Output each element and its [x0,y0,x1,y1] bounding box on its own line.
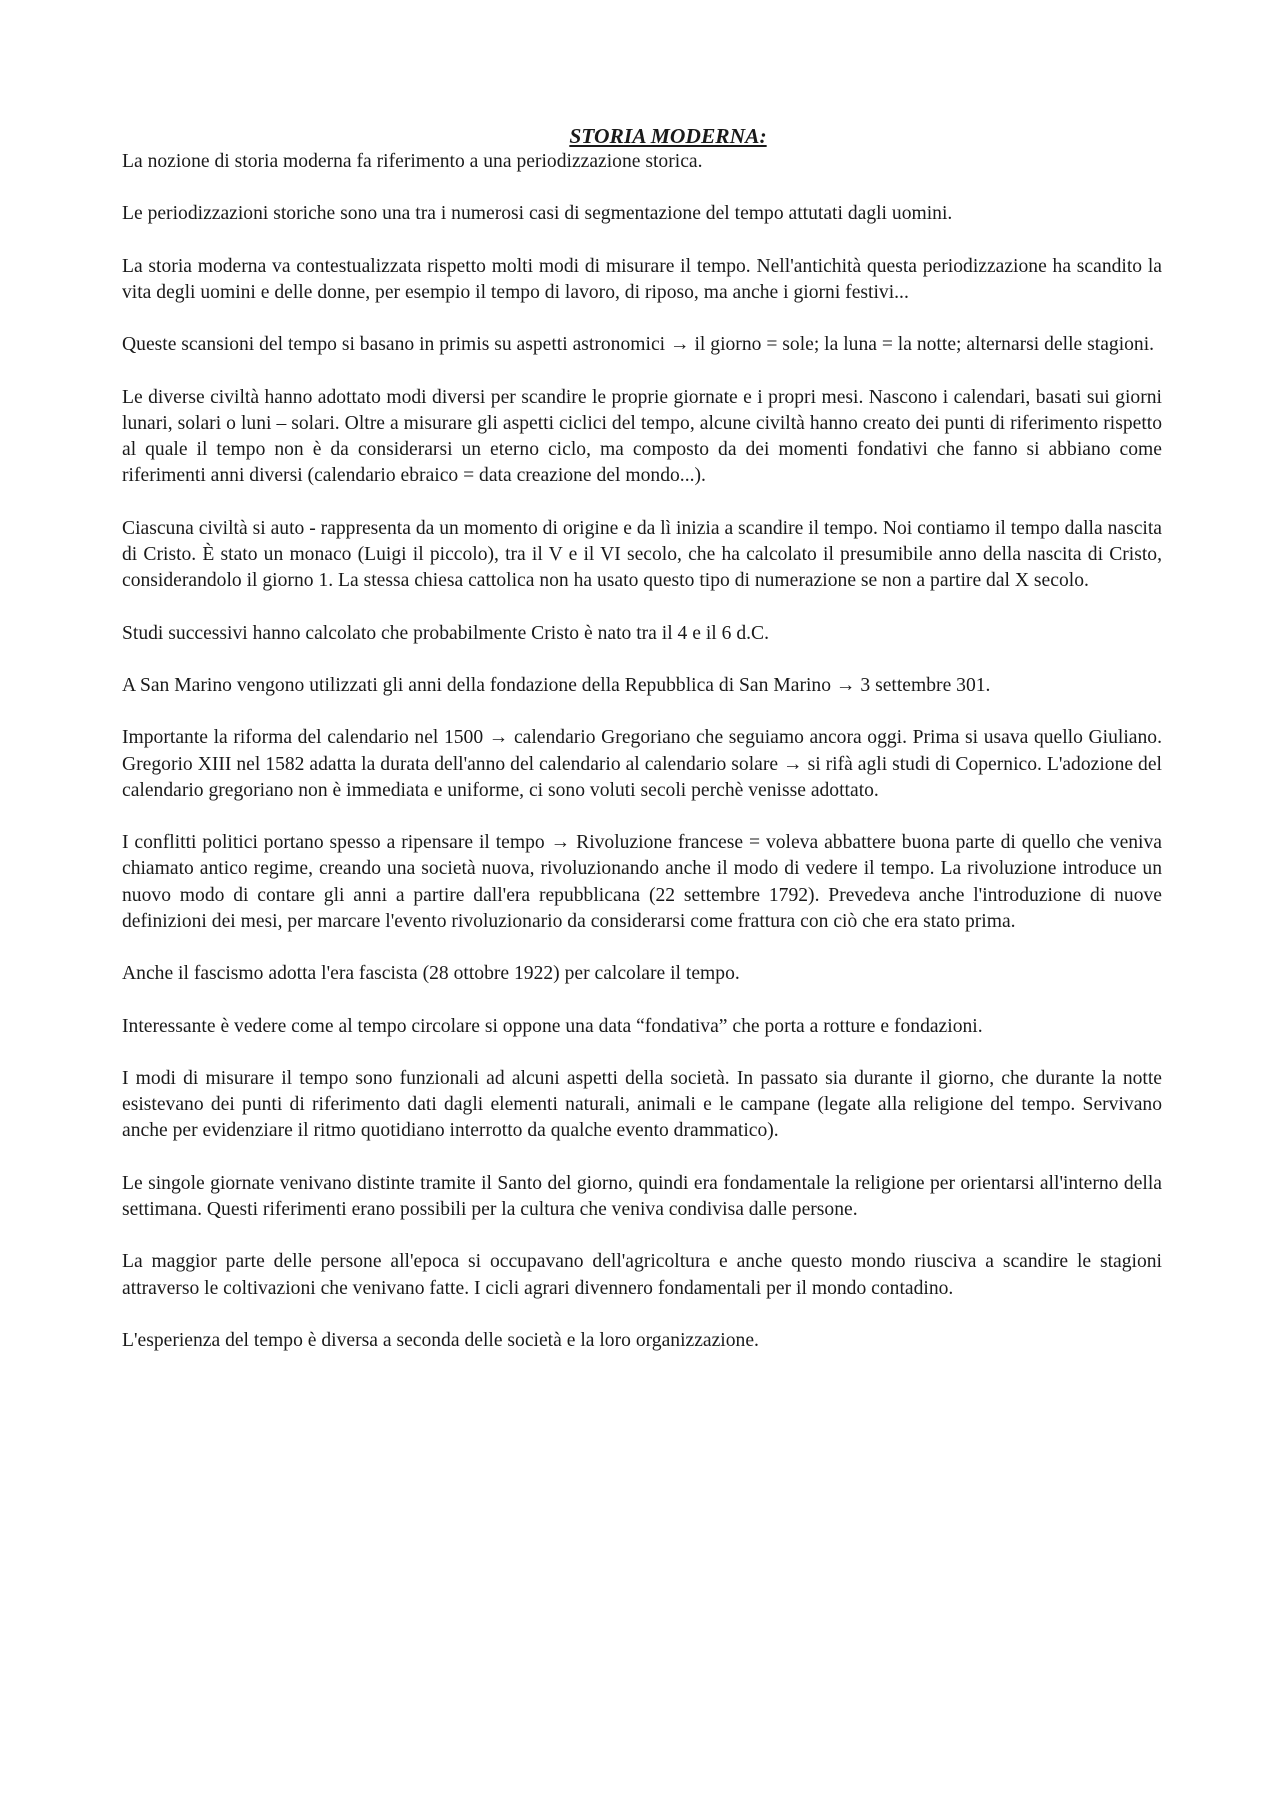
paragraph-9: Importante la riforma del calendario nel 1500 → calendario Gregoriano che seguiamo ancora oggi. Prima si usava quello Giuliano. Gregorio XIII nel 1582 adatta la durata dell'anno del calendario al calendario solare → si rifà agli studi di Copernico. L'adozione del calendario gregoriano non è immediata e uniforme, ci sono voluti secoli perchè venisse adottato. [122,727,1162,801]
document-body [122,123,1162,1380]
paragraph-13: I modi di misurare il tempo sono funzionali ad alcuni aspetti della società. In passato sia durante il giorno, che durante la notte esistevano dei punti di riferimento dati dagli elementi naturali, animali e le campane (legate alla religione del tempo. Servivano anche per evidenziare il ritmo quotidiano interrotto da qualche evento drammatico). [122,1067,1162,1142]
paragraph-14: Le singole giornate venivano distinte tramite il Santo del giorno, quindi era fondamentale la religione per orientarsi all'interno della settimana. Questi riferimenti erano possibili per la cultura che veniva condivisa dalle persone. [122,1172,1162,1220]
paragraph-3: La storia moderna va contestualizzata rispetto molti modi di misurare il tempo. Nell'antichità questa periodizzazione ha scandito la vita degli uomini e delle donne, per esempio il tempo di lavoro, di riposo, ma anche i giorni festivi... [122,255,1162,303]
paragraph-8: A San Marino vengono utilizzati gli anni della fondazione della Repubblica di San Marino → 3 settembre 301. [122,674,991,696]
paragraph-5: Le diverse civiltà hanno adottato modi diversi per scandire le proprie giornate e i propri mesi. Nascono i calendari, basati sui giorni lunari, solari o luni – solari. Oltre a misurare gli aspetti ciclici del tempo, alcune civiltà hanno creato dei punti di riferimento rispetto al quale il tempo non è da considerarsi un eterno ciclo, ma composto da dei momenti fondativi che fanno si abbiano come riferimenti anni diversi (calendario ebraico = data creazione del mondo...). [122,386,1162,487]
paragraph-12: Interessante è vedere come al tempo circolare si oppone una data “fondativa” che porta a rotture e fondazioni. [122,1015,983,1037]
paragraph-16: L'esperienza del tempo è diversa a seconda delle società e la loro organizzazione. [122,1329,759,1351]
paragraph-1: La nozione di storia moderna fa riferimento a una periodizzazione storica. [122,151,703,172]
paragraph-11: Anche il fascismo adotta l'era fascista (28 ottobre 1922) per calcolare il tempo. [122,963,740,985]
paragraph-6: Ciascuna civiltà si auto - rappresenta da un momento di origine e da lì inizia a scandire il tempo. Noi contiamo il tempo dalla nascita di Cristo. È stato un monaco (Luigi il piccolo), tra il V e il VI secolo, che ha calcolato il presumibile anno della nascita di Cristo, considerandolo il giorno 1. La stessa chiesa cattolica non ha usato questo tipo di numerazione se non a partire dal X secolo. [122,517,1162,592]
page-title: STORIA MODERNA: [569,124,767,148]
paragraph-2: Le periodizzazioni storiche sono una tra i numerosi casi di segmentazione del tempo attutati dagli uomini. [122,203,953,225]
paragraph-15: La maggior parte delle persone all'epoca si occupavano dell'agricoltura e anche questo mondo riusciva a scandire le stagioni attraverso le coltivazioni che venivano fatte. I cicli agrari divennero fondamentali per il mondo contadino. [122,1251,1162,1299]
paragraph-7: Studi successivi hanno calcolato che probabilmente Cristo è nato tra il 4 e il 6 d.C. [122,622,769,644]
paragraph-4: Queste scansioni del tempo si basano in primis su aspetti astronomici → il giorno = sole; la luna = la notte; alternarsi delle stagioni. [122,334,1155,356]
paragraph-10: I conflitti politici portano spesso a ripensare il tempo → Rivoluzione francese = voleva abbattere buona parte di quello che veniva chiamato antico regime, creando una società nuova, rivoluzionando anche il modo di vedere il tempo. La rivoluzione introduce un nuovo modo di contare gli anni a partire dall'era repubblicana (22 settembre 1792). Prevedeva anche l'introduzione di nuove definizioni dei mesi, per marcare l'evento rivoluzionario da considerarsi come frattura con ciò che era stato prima. [122,832,1162,932]
